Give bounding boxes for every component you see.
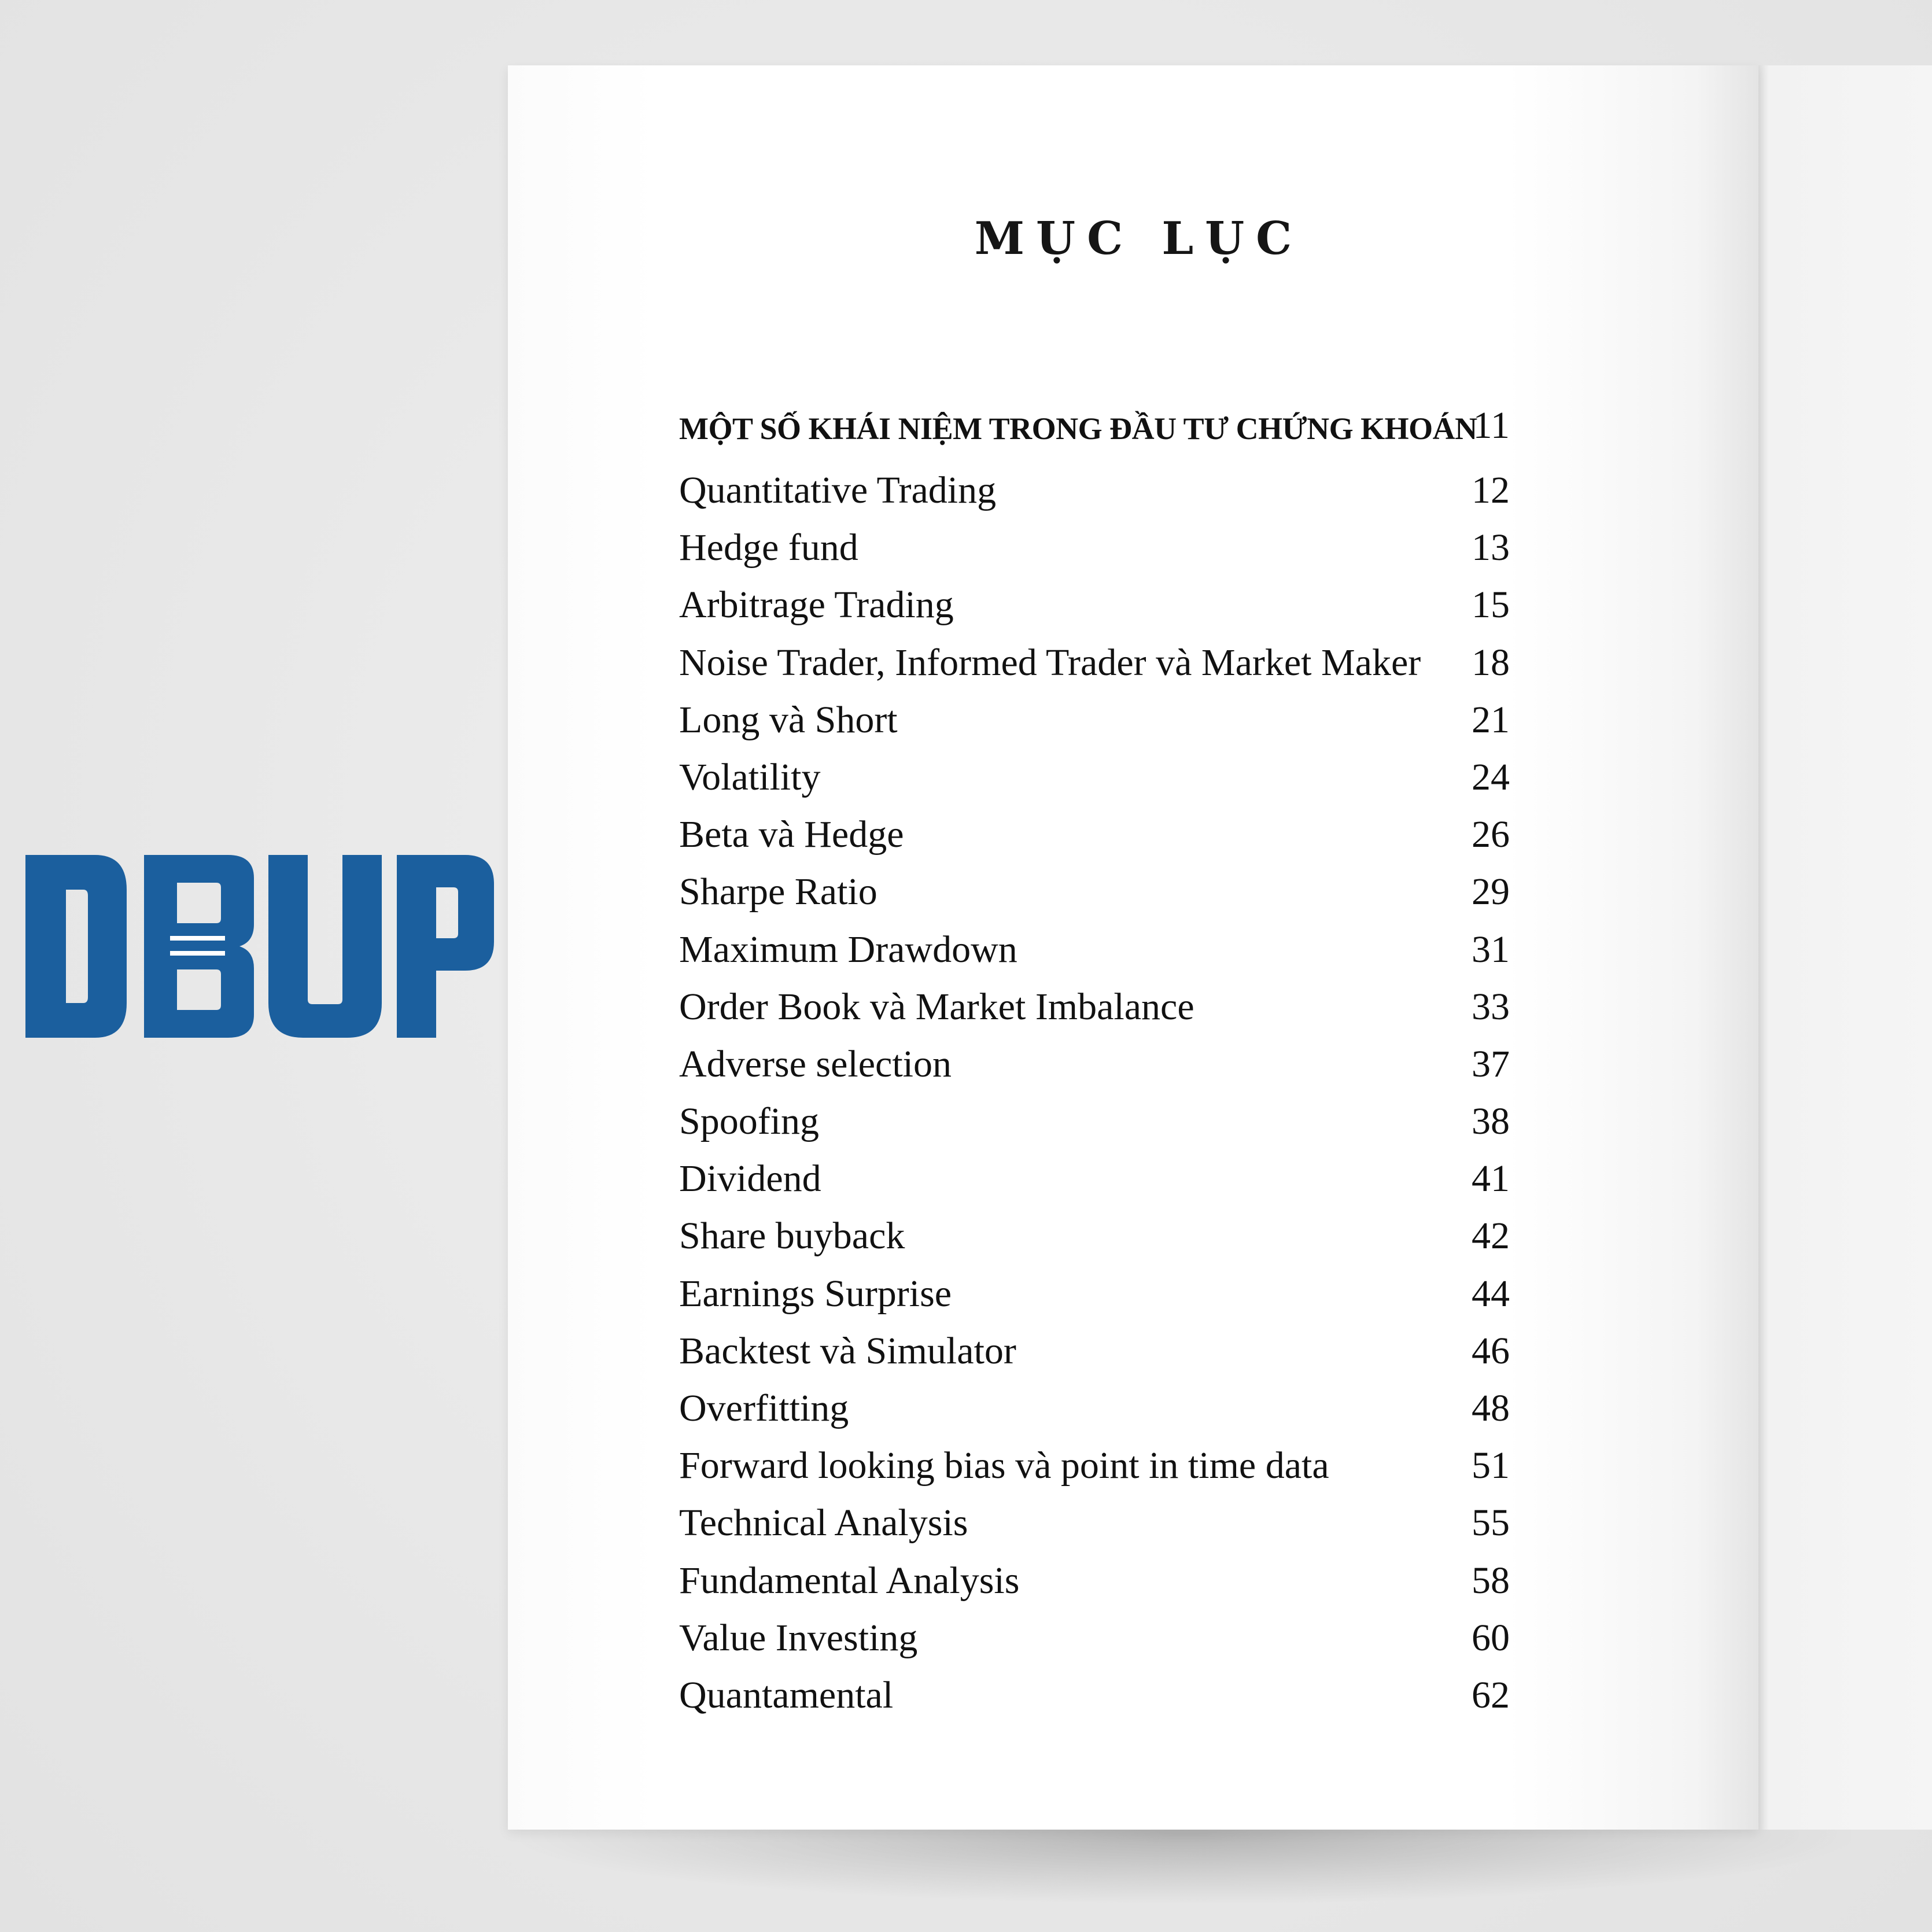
toc-entry bbox=[679, 985, 1510, 1042]
toc-entry-page: 58 bbox=[1472, 1559, 1510, 1602]
toc-section-heading bbox=[679, 404, 1510, 469]
toc-entry-page: 15 bbox=[1472, 584, 1510, 626]
toc-entry-page: 21 bbox=[1472, 698, 1510, 741]
toc-entry-label: Beta và Hedge bbox=[679, 813, 904, 856]
toc-entry-label: Noise Trader, Informed Trader và Market Maker bbox=[679, 641, 1421, 684]
toc-entry-label: Quantitative Trading bbox=[679, 469, 997, 511]
toc-entry bbox=[679, 583, 1510, 640]
toc-entry bbox=[679, 755, 1510, 813]
toc-entry-page: 24 bbox=[1472, 755, 1510, 798]
toc-entry-page: 13 bbox=[1472, 526, 1510, 569]
toc-entry bbox=[679, 870, 1510, 927]
toc-entry-page: 41 bbox=[1472, 1157, 1510, 1200]
toc-entry-page: 60 bbox=[1472, 1616, 1510, 1659]
toc-entry-label: Long và Short bbox=[679, 698, 898, 741]
toc-entry-label: Quantamental bbox=[679, 1673, 894, 1716]
toc-entry-label: Adverse selection bbox=[679, 1042, 952, 1085]
toc-entry bbox=[679, 1501, 1510, 1558]
toc-entry bbox=[679, 1042, 1510, 1100]
toc-entry-label: Sharpe Ratio bbox=[679, 871, 877, 913]
table-of-contents bbox=[679, 404, 1510, 1731]
toc-entry-label: Arbitrage Trading bbox=[679, 584, 954, 626]
toc-entry bbox=[679, 1616, 1510, 1673]
toc-entry bbox=[679, 1673, 1510, 1731]
toc-entry-label: Spoofing bbox=[679, 1100, 820, 1143]
toc-entry bbox=[679, 1559, 1510, 1616]
toc-section-page: 11 bbox=[1473, 404, 1510, 447]
logo-letters bbox=[25, 855, 494, 1038]
toc-entry-label: Fundamental Analysis bbox=[679, 1559, 1020, 1602]
toc-title: MỤC LỤC bbox=[974, 212, 1304, 265]
toc-entry bbox=[679, 1214, 1510, 1271]
toc-entry-label: Share buyback bbox=[679, 1215, 905, 1258]
toc-entry-label: Overfitting bbox=[679, 1387, 849, 1429]
toc-entry bbox=[679, 1100, 1510, 1157]
toc-entry-page: 42 bbox=[1472, 1215, 1510, 1258]
next-page-edge bbox=[1758, 65, 1932, 1830]
toc-entry-label: Technical Analysis bbox=[679, 1502, 968, 1544]
toc-section-label: MỘT SỐ KHÁI NIỆM TRONG ĐẦU TƯ CHỨNG KHOÁN bbox=[679, 411, 1477, 446]
toc-entry-page: 31 bbox=[1472, 928, 1510, 971]
toc-entry-page: 12 bbox=[1472, 469, 1510, 511]
toc-entry-label: Dividend bbox=[679, 1157, 821, 1200]
toc-entry bbox=[679, 1157, 1510, 1214]
toc-entry bbox=[679, 526, 1510, 583]
book-page bbox=[508, 65, 1758, 1830]
toc-entry-page: 48 bbox=[1472, 1387, 1510, 1429]
toc-entry bbox=[679, 698, 1510, 755]
toc-entry-page: 37 bbox=[1472, 1042, 1510, 1085]
toc-entry bbox=[679, 928, 1510, 985]
toc-entry bbox=[679, 469, 1510, 526]
dbup-logo bbox=[25, 855, 494, 1038]
toc-entry-label: Hedge fund bbox=[679, 526, 858, 569]
toc-entries bbox=[679, 469, 1510, 1731]
toc-entry-label: Order Book và Market Imbalance bbox=[679, 985, 1194, 1028]
toc-entry-label: Backtest và Simulator bbox=[679, 1329, 1016, 1372]
toc-entry-page: 46 bbox=[1472, 1329, 1510, 1372]
toc-entry-page: 51 bbox=[1472, 1444, 1510, 1487]
toc-entry-page: 55 bbox=[1472, 1502, 1510, 1544]
toc-entry-page: 44 bbox=[1472, 1272, 1510, 1315]
toc-entry-page: 29 bbox=[1472, 871, 1510, 913]
toc-entry bbox=[679, 1387, 1510, 1444]
toc-entry-page: 26 bbox=[1472, 813, 1510, 856]
toc-entry-page: 38 bbox=[1472, 1100, 1510, 1143]
toc-entry-label: Earnings Surprise bbox=[679, 1272, 952, 1315]
toc-entry bbox=[679, 813, 1510, 870]
toc-entry-label: Forward looking bias và point in time data bbox=[679, 1444, 1329, 1487]
toc-entry-label: Value Investing bbox=[679, 1616, 918, 1659]
toc-entry-label: Volatility bbox=[679, 755, 821, 798]
toc-entry-page: 33 bbox=[1472, 985, 1510, 1028]
toc-entry-page: 18 bbox=[1472, 641, 1510, 684]
toc-entry-page: 62 bbox=[1472, 1673, 1510, 1716]
toc-entry bbox=[679, 1329, 1510, 1387]
toc-entry bbox=[679, 641, 1510, 698]
toc-entry-label: Maximum Drawdown bbox=[679, 928, 1017, 971]
toc-entry bbox=[679, 1272, 1510, 1329]
toc-entry bbox=[679, 1444, 1510, 1501]
